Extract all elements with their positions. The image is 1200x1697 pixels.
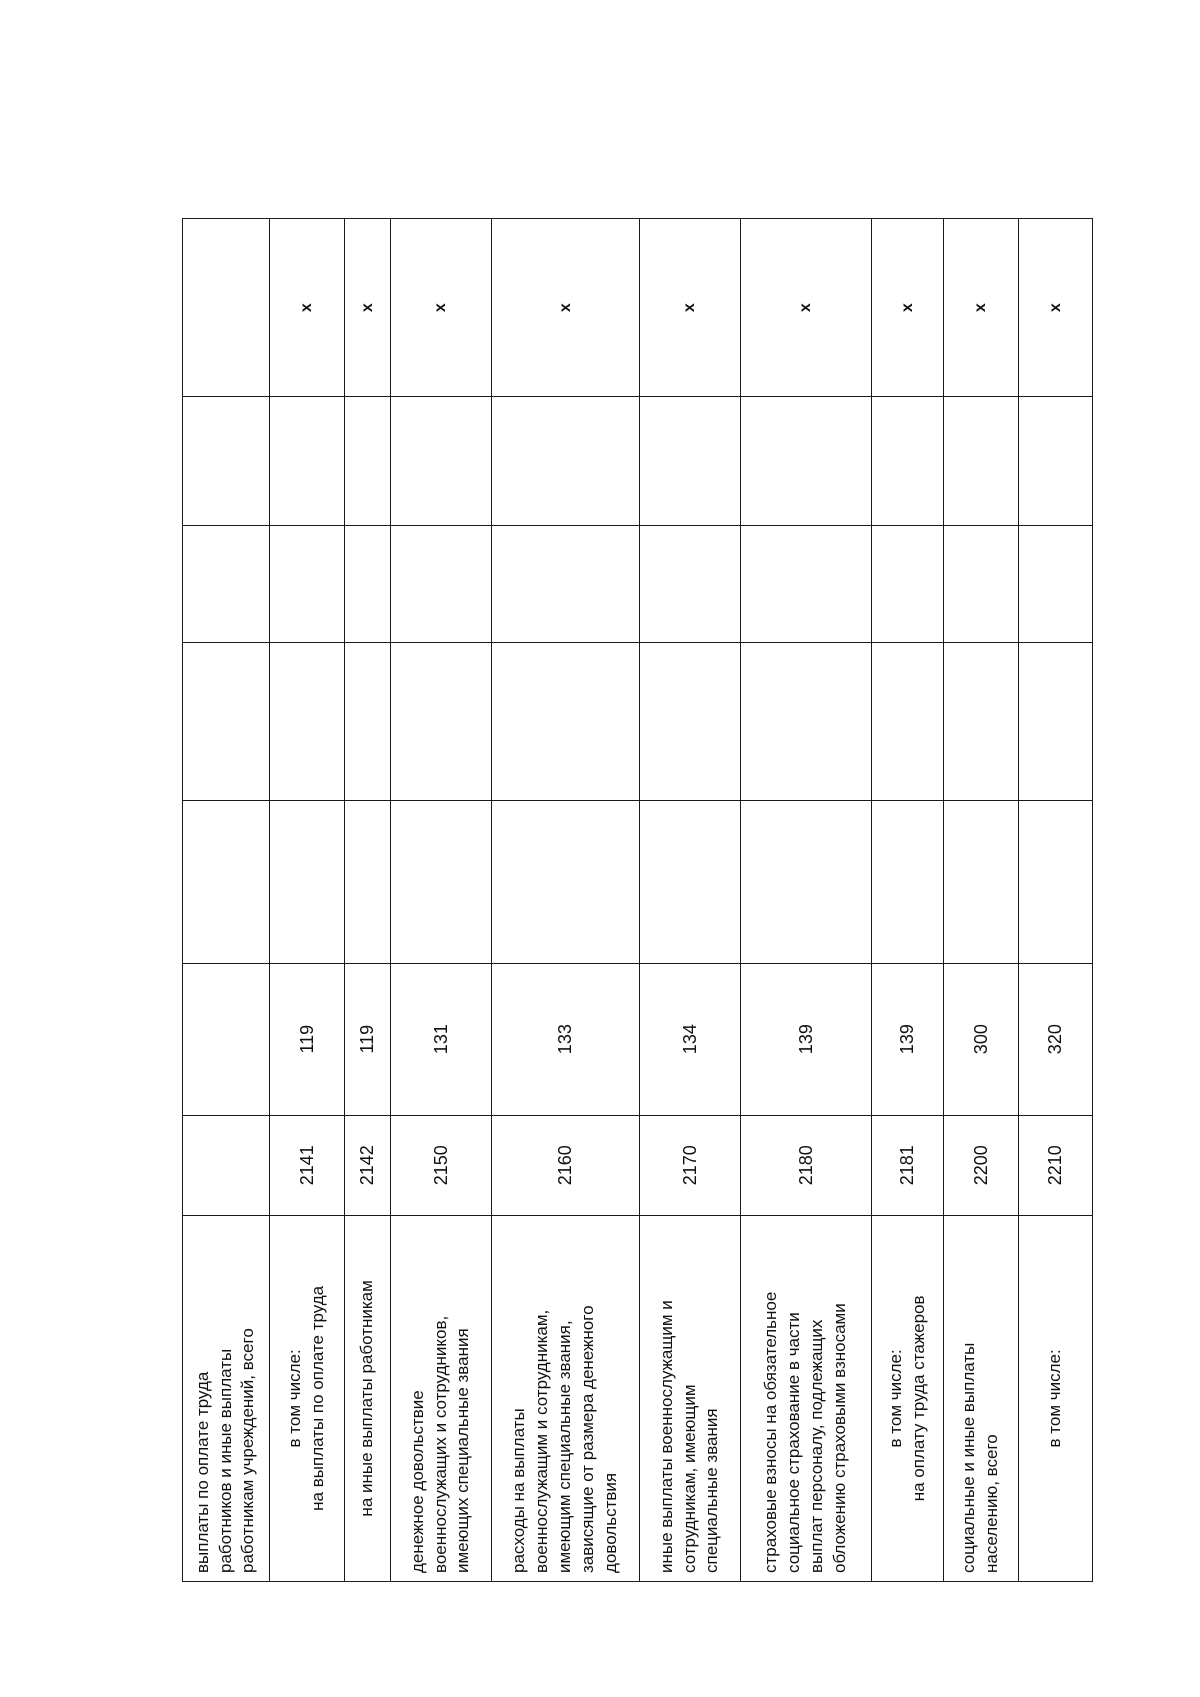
row-kbk-cell: 119 bbox=[345, 963, 391, 1115]
value-cell bbox=[741, 800, 872, 963]
table-row bbox=[1019, 219, 1093, 1582]
table-body bbox=[183, 219, 1093, 1582]
value-cell bbox=[872, 397, 944, 525]
row-last-cell: x bbox=[492, 219, 640, 397]
row-kbk-cell: 119 bbox=[270, 963, 345, 1115]
row-name-line: населению, всего bbox=[982, 1434, 1001, 1573]
value-cell bbox=[492, 397, 640, 525]
row-name-cell bbox=[391, 1215, 492, 1581]
value-cell bbox=[640, 525, 741, 642]
row-name-line: имеющих специальные звания bbox=[453, 1328, 473, 1573]
row-name-cell bbox=[640, 1215, 741, 1581]
row-name-line: на оплату труда стажеров bbox=[908, 1295, 928, 1502]
row-name-line: зависящие от размера денежного bbox=[577, 1305, 597, 1573]
table-row bbox=[270, 219, 345, 1582]
row-name-line: выплаты по оплате труда bbox=[192, 1371, 212, 1573]
row-name-line: страховые взносы на обязательное bbox=[761, 1291, 781, 1573]
financial-plan-table bbox=[182, 218, 1093, 1582]
row-kbk-cell: 131 bbox=[391, 963, 492, 1115]
row-last-cell: x bbox=[741, 219, 872, 397]
row-name-line: расходы на выплаты bbox=[509, 1408, 529, 1573]
value-cell bbox=[345, 397, 391, 525]
row-name-line: на иные выплаты работникам bbox=[357, 1280, 377, 1517]
row-last-cell bbox=[183, 219, 270, 397]
row-name-cell bbox=[1019, 1215, 1093, 1581]
row-code-cell bbox=[183, 1115, 270, 1215]
row-code-cell: 2141 bbox=[270, 1115, 345, 1215]
value-cell bbox=[1019, 642, 1093, 800]
table-row bbox=[183, 219, 270, 1582]
row-last-cell: x bbox=[1019, 219, 1093, 397]
rotated-table-container bbox=[182, 218, 1092, 1582]
row-name-line: сотрудникам, имеющим bbox=[679, 1384, 699, 1573]
value-cell bbox=[1019, 525, 1093, 642]
row-kbk-cell: 300 bbox=[944, 963, 1019, 1115]
value-cell bbox=[640, 642, 741, 800]
value-cell bbox=[944, 642, 1019, 800]
value-cell bbox=[872, 525, 944, 642]
value-cell bbox=[640, 800, 741, 963]
value-cell bbox=[345, 642, 391, 800]
row-code-cell: 2181 bbox=[872, 1115, 944, 1215]
value-cell bbox=[183, 525, 270, 642]
row-name-line: работников и иные выплаты bbox=[215, 1348, 235, 1573]
value-cell bbox=[345, 800, 391, 963]
row-name-line: обложению страховыми взносами bbox=[829, 1303, 849, 1573]
table-row bbox=[872, 219, 944, 1582]
value-cell bbox=[183, 397, 270, 525]
row-name-line: денежное довольствие bbox=[407, 1390, 427, 1573]
row-name-line: довольствия bbox=[600, 1472, 620, 1573]
value-cell bbox=[345, 525, 391, 642]
value-cell bbox=[944, 800, 1019, 963]
value-cell bbox=[492, 525, 640, 642]
value-cell bbox=[872, 800, 944, 963]
row-code-cell: 2150 bbox=[391, 1115, 492, 1215]
row-name-line: имеющим специальные звания, bbox=[555, 1320, 575, 1573]
value-cell bbox=[270, 525, 345, 642]
value-cell bbox=[1019, 800, 1093, 963]
table-row bbox=[391, 219, 492, 1582]
value-cell bbox=[391, 642, 492, 800]
row-code-cell: 2160 bbox=[492, 1115, 640, 1215]
row-name-line: социальное страхование в части bbox=[784, 1312, 804, 1573]
row-name-line: на выплаты по оплате труда bbox=[308, 1285, 327, 1511]
value-cell bbox=[391, 397, 492, 525]
row-last-cell: x bbox=[270, 219, 345, 397]
row-name-line: иные выплаты военнослужащим и bbox=[656, 1300, 676, 1573]
row-code-cell: 2210 bbox=[1019, 1115, 1093, 1215]
value-cell bbox=[391, 800, 492, 963]
row-name-cell bbox=[270, 1215, 345, 1581]
value-cell bbox=[492, 800, 640, 963]
value-cell bbox=[183, 642, 270, 800]
row-code-cell: 2142 bbox=[345, 1115, 391, 1215]
row-name-line: выплат персоналу, подлежащих bbox=[807, 1319, 826, 1573]
value-cell bbox=[741, 525, 872, 642]
row-kbk-cell: 133 bbox=[492, 963, 640, 1115]
table-row bbox=[944, 219, 1019, 1582]
table-row bbox=[640, 219, 741, 1582]
value-cell bbox=[492, 642, 640, 800]
row-name-line: работникам учреждений, всего bbox=[238, 1328, 258, 1573]
table-row bbox=[741, 219, 872, 1582]
value-cell bbox=[741, 397, 872, 525]
row-last-cell: x bbox=[944, 219, 1019, 397]
row-name-line: в том числе: bbox=[885, 1349, 905, 1448]
row-name-line: в том числе: bbox=[285, 1349, 305, 1448]
row-name-cell bbox=[944, 1215, 1019, 1581]
row-name-cell bbox=[872, 1215, 944, 1581]
value-cell bbox=[270, 800, 345, 963]
value-cell bbox=[640, 397, 741, 525]
row-name-line: в том числе: bbox=[1045, 1349, 1065, 1448]
row-name-line: социальные и иные выплаты bbox=[959, 1342, 979, 1573]
row-last-cell: x bbox=[345, 219, 391, 397]
value-cell bbox=[872, 642, 944, 800]
row-name-cell bbox=[741, 1215, 872, 1581]
row-code-cell: 2170 bbox=[640, 1115, 741, 1215]
row-name-cell bbox=[345, 1215, 391, 1581]
value-cell bbox=[944, 397, 1019, 525]
value-cell bbox=[1019, 397, 1093, 525]
row-name-cell bbox=[492, 1215, 640, 1581]
row-name-line: специальные звания bbox=[702, 1408, 722, 1573]
value-cell bbox=[270, 397, 345, 525]
value-cell bbox=[391, 525, 492, 642]
value-cell bbox=[944, 525, 1019, 642]
row-code-cell: 2200 bbox=[944, 1115, 1019, 1215]
row-kbk-cell: 134 bbox=[640, 963, 741, 1115]
row-kbk-cell bbox=[183, 963, 270, 1115]
row-name-line: военнослужащим и сотрудникам, bbox=[532, 1309, 552, 1573]
row-code-cell: 2180 bbox=[741, 1115, 872, 1215]
value-cell bbox=[183, 800, 270, 963]
table-row bbox=[492, 219, 640, 1582]
row-last-cell: x bbox=[872, 219, 944, 397]
row-kbk-cell: 139 bbox=[741, 963, 872, 1115]
value-cell bbox=[741, 642, 872, 800]
row-kbk-cell: 139 bbox=[872, 963, 944, 1115]
row-last-cell: x bbox=[391, 219, 492, 397]
row-kbk-cell: 320 bbox=[1019, 963, 1093, 1115]
row-last-cell: x bbox=[640, 219, 741, 397]
value-cell bbox=[270, 642, 345, 800]
table-row bbox=[345, 219, 391, 1582]
row-name-cell bbox=[183, 1215, 270, 1581]
row-name-line: военнослужащих и сотрудников, bbox=[430, 1315, 450, 1573]
